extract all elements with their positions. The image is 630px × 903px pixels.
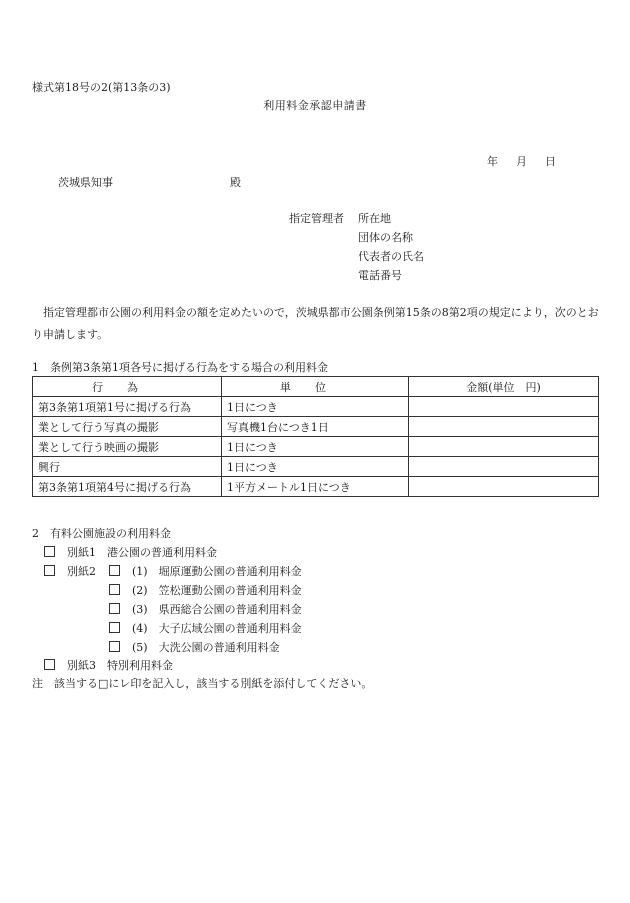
date-line bbox=[487, 155, 556, 168]
attachment2-item-checkbox[interactable] bbox=[109, 565, 120, 576]
applicant-representative: 代表者の氏名 bbox=[358, 250, 424, 263]
row-amount-cell[interactable] bbox=[409, 457, 599, 477]
attachment2-item-text: 大洗公園の普通利用料金 bbox=[158, 641, 280, 654]
attachment1-text: 港公園の普通利用料金 bbox=[107, 546, 217, 559]
date-year: 年 bbox=[487, 155, 498, 168]
row-act: 業として行う写真の撮影 bbox=[33, 417, 222, 437]
attachment2-item-number: (4) bbox=[132, 622, 148, 635]
row-unit: 写真機1台につき1日 bbox=[222, 417, 409, 437]
attachment2-item bbox=[109, 641, 280, 654]
attachment2-item-checkbox[interactable] bbox=[109, 622, 120, 633]
honorific: 殿 bbox=[230, 176, 241, 189]
section2-heading: 2 有料公園施設の利用料金 bbox=[32, 527, 171, 540]
row-amount-cell[interactable] bbox=[409, 397, 599, 417]
header-unit: 単位 bbox=[222, 377, 409, 397]
attachment2-item-number: (5) bbox=[132, 641, 148, 654]
attachment2-item bbox=[109, 603, 302, 616]
attachment1-option bbox=[44, 546, 217, 559]
row-unit: 1日につき bbox=[222, 397, 409, 417]
attachment2-item bbox=[109, 565, 302, 578]
attachment2-item-number: (2) bbox=[132, 584, 148, 597]
row-act: 興行 bbox=[33, 457, 222, 477]
table-row bbox=[33, 417, 599, 437]
row-amount-cell[interactable] bbox=[409, 477, 599, 497]
application-statement: 指定管理都市公園の利用料金の額を定めたいので，茨城県都市公園条例第15条の8第2項の規定により，次のとおり申請します。 bbox=[32, 306, 599, 341]
header-act: 行為 bbox=[33, 377, 222, 397]
date-month: 月 bbox=[516, 155, 527, 168]
row-unit: 1日につき bbox=[222, 437, 409, 457]
attachment2-option bbox=[44, 565, 96, 578]
attachment2-item-checkbox[interactable] bbox=[109, 603, 120, 614]
instruction-note: 注 該当する□にレ印を記入し，該当する別紙を添付してください。 bbox=[32, 677, 373, 690]
attachment3-checkbox[interactable] bbox=[44, 659, 55, 670]
attachment2-item-checkbox[interactable] bbox=[109, 641, 120, 652]
fee-table bbox=[32, 376, 599, 497]
fee-table-header bbox=[33, 377, 599, 397]
attachment2-item-number: (1) bbox=[132, 565, 148, 578]
attachment2-item-text: 県西総合公園の普通利用料金 bbox=[158, 603, 302, 616]
document-title: 利用料金承認申請書 bbox=[263, 99, 367, 112]
addressee: 茨城県知事 bbox=[58, 176, 113, 189]
row-amount-cell[interactable] bbox=[409, 437, 599, 457]
row-act: 第3条第1項第1号に掲げる行為 bbox=[33, 397, 222, 417]
header-amount: 金額(単位 円) bbox=[409, 377, 599, 397]
row-unit: 1平方メートル1日につき bbox=[222, 477, 409, 497]
section1-heading: 1 条例第3条第1項各号に掲げる行為をする場合の利用料金 bbox=[32, 361, 328, 374]
applicant-address: 所在地 bbox=[358, 212, 391, 225]
table-row bbox=[33, 477, 599, 497]
applicant-phone: 電話番号 bbox=[358, 269, 402, 282]
attachment2-item bbox=[109, 584, 302, 597]
attachment2-item-text: 笠松運動公園の普通利用料金 bbox=[158, 584, 302, 597]
attachment3-label: 別紙3 bbox=[67, 659, 96, 672]
attachment2-item bbox=[109, 622, 302, 635]
applicant-label: 指定管理者 bbox=[289, 212, 344, 225]
form-number: 様式第18号の2(第13条の3) bbox=[32, 81, 171, 94]
attachment2-item-text: 大子広域公園の普通利用料金 bbox=[158, 622, 302, 635]
table-row bbox=[33, 397, 599, 417]
table-row bbox=[33, 457, 599, 477]
row-amount-cell[interactable] bbox=[409, 417, 599, 437]
applicant-organization: 団体の名称 bbox=[358, 231, 413, 244]
row-act: 業として行う映画の撮影 bbox=[33, 437, 222, 457]
attachment1-checkbox[interactable] bbox=[44, 546, 55, 557]
attachment2-item-checkbox[interactable] bbox=[109, 584, 120, 595]
attachment2-checkbox[interactable] bbox=[44, 565, 55, 576]
table-row bbox=[33, 437, 599, 457]
attachment2-label: 別紙2 bbox=[67, 565, 96, 578]
row-unit: 1日につき bbox=[222, 457, 409, 477]
attachment3-text: 特別利用料金 bbox=[107, 659, 173, 672]
date-day: 日 bbox=[545, 155, 556, 168]
row-act: 第3条第1項第4号に掲げる行為 bbox=[33, 477, 222, 497]
attachment2-item-number: (3) bbox=[132, 603, 148, 616]
attachment2-item-text: 堀原運動公園の普通利用料金 bbox=[158, 565, 302, 578]
attachment3-option bbox=[44, 659, 173, 672]
attachment1-label: 別紙1 bbox=[67, 546, 96, 559]
